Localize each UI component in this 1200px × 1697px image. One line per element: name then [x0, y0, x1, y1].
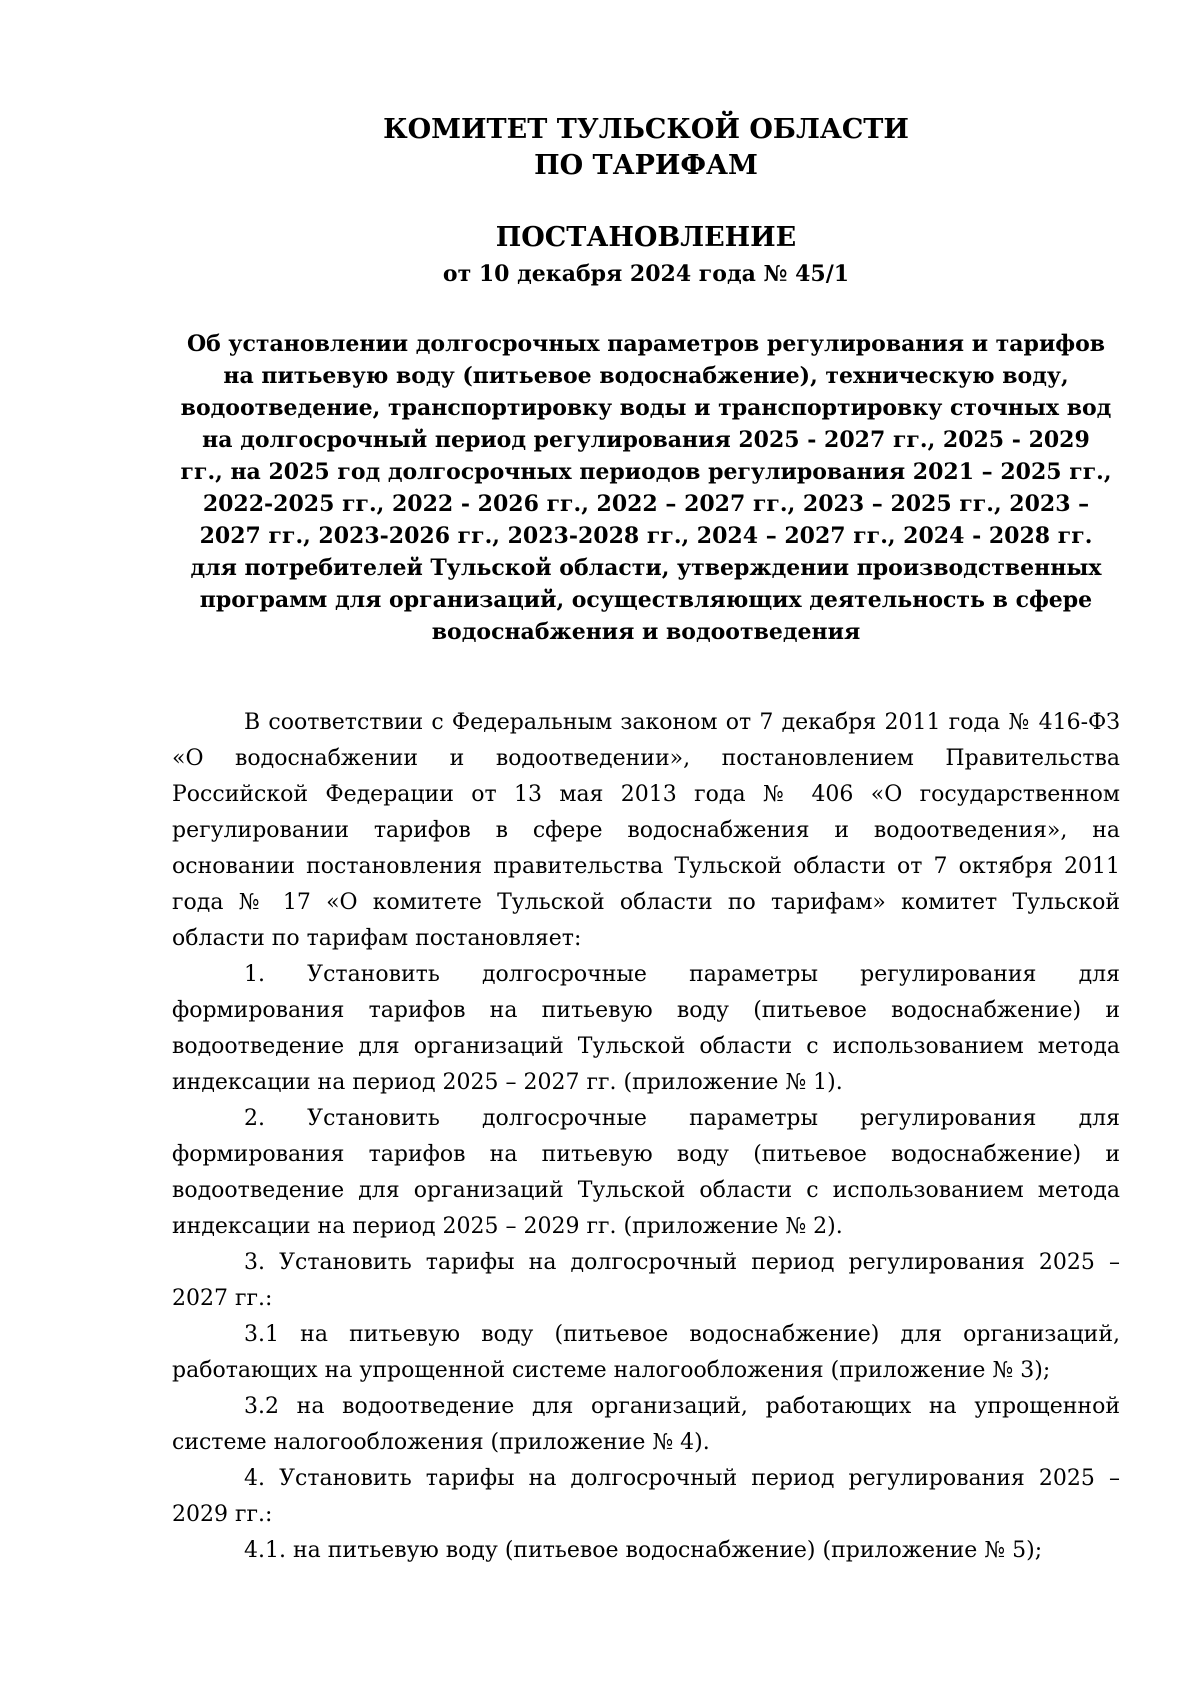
org-line-1: КОМИТЕТ ТУЛЬСКОЙ ОБЛАСТИ: [383, 114, 909, 145]
item-2-paragraph: 2. Установить долгосрочные параметры регулирования для формирования тарифов на питьевую воду (питьевое водоснабжение) и водоотведение для организаций Тульской области с использованием метода индексации на период 2025 – 2029 гг. (приложение № 2).: [172, 1106, 1120, 1239]
item-4-paragraph: 4. Установить тарифы на долгосрочный период регулирования 2025 – 2029 гг.:: [172, 1466, 1120, 1527]
item-1-paragraph: 1. Установить долгосрочные параметры регулирования для формирования тарифов на питьевую воду (питьевое водоснабжение) и водоотведение для организаций Тульской области с использованием метода индексации на период 2025 – 2027 гг. (приложение № 1).: [172, 962, 1120, 1095]
document-date-number: от 10 декабря 2024 года № 45/1: [442, 261, 850, 287]
preamble-paragraph: В соответствии с Федеральным законом от 7 декабря 2011 года № 416-ФЗ «О водоснабжении и водоотведении», постановлением Правительства Российской Федерации от 13 мая 2013 года № 406 «О государственном регулировании тарифов в сфере водоснабжения и водоотведения», на основании постановления правительства Тульской области от 7 октября 2011 года № 17 «О комитете Тульской области по тарифам» комитет Тульской области по тарифам постановляет:: [172, 710, 1120, 951]
document-type: ПОСТАНОВЛЕНИЕ: [495, 222, 797, 253]
issuing-organization: [172, 112, 1120, 184]
item-3-1-paragraph: 3.1 на питьевую воду (питьевое водоснабжение) для организаций, работающих на упрощенной системе налогообложения (приложение № 3);: [172, 1322, 1120, 1383]
item-3-paragraph: 3. Установить тарифы на долгосрочный период регулирования 2025 – 2027 гг.:: [172, 1250, 1120, 1311]
item-3-2-paragraph: 3.2 на водоотведение для организаций, работающих на упрощенной системе налогообложения (приложение № 4).: [172, 1394, 1120, 1455]
document-subject: Об установлении долгосрочных параметров регулирования и тарифов на питьевую воду (питьевое водоснабжение), техническую воду, водоотведение, транспортировку воды и транспортировку сточных вод на долгосрочный период регулирования 2025 - 2027 гг., 2025 - 2029 гг., на 2025 год долгосрочных периодов регулирования 2021 – 2025 гг., 2022-2025 гг., 2022 - 2026 гг., 2022 – 2027 гг., 2023 – 2025 гг., 2023 – 2027 гг., 2023-2026 гг., 2023-2028 гг., 2024 – 2027 гг., 2024 - 2028 гг. для потребителей Тульской области, утверждении производственных программ для организаций, осуществляющих деятельность в сфере водоснабжения и водоотведения: [180, 331, 1112, 645]
document-body: [172, 705, 1120, 1569]
org-line-2: ПО ТАРИФАМ: [534, 150, 758, 181]
item-4-1-paragraph: 4.1. на питьевую воду (питьевое водоснабжение) (приложение № 5);: [244, 1538, 1043, 1563]
document-content: [172, 112, 1120, 1569]
